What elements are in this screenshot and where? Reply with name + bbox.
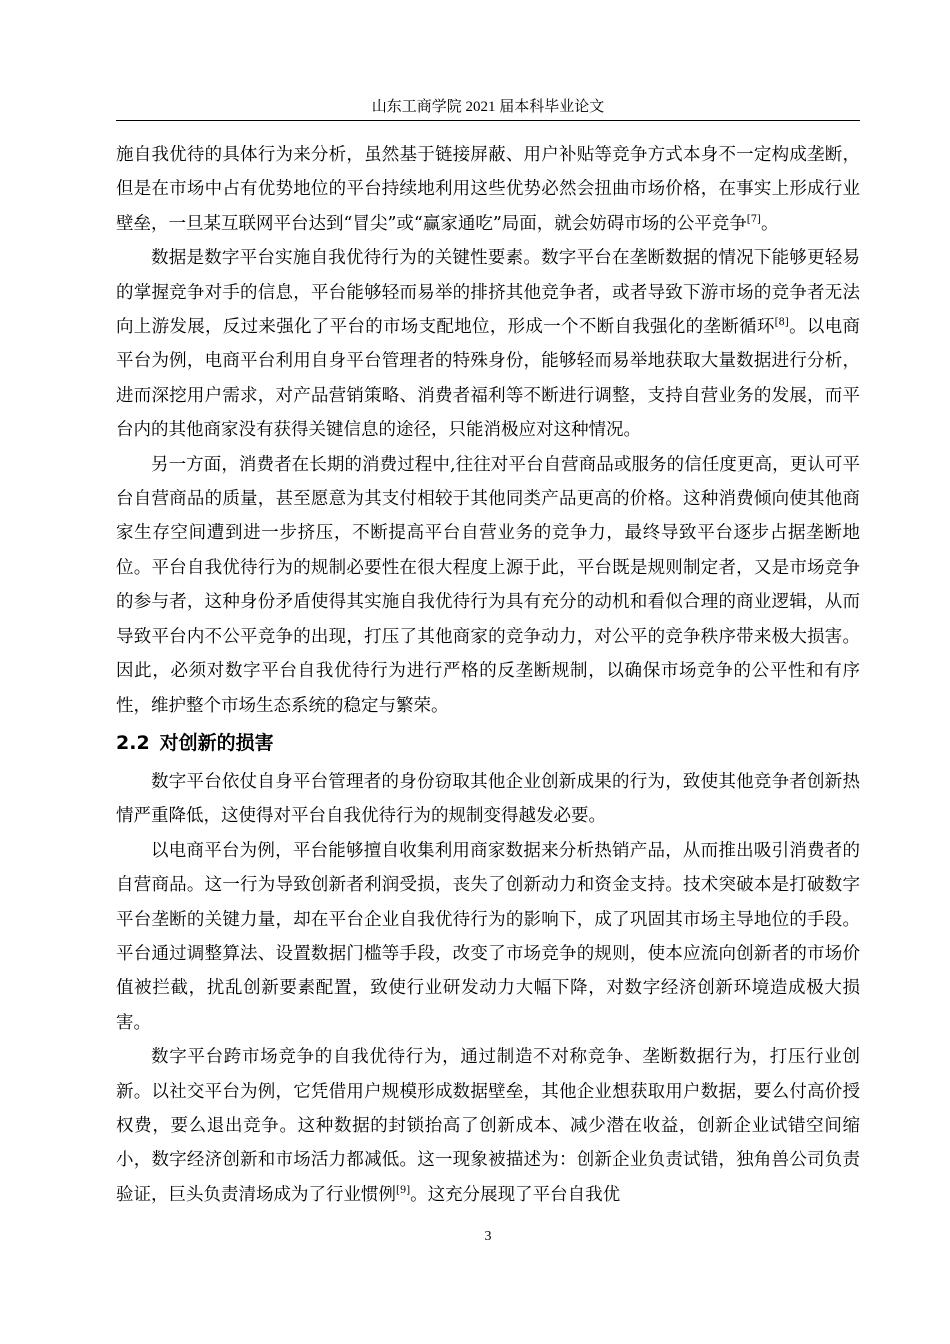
section-number: 2.2: [116, 731, 150, 754]
paragraph-text: 施自我优待的具体行为来分析，虽然基于链接屏蔽、用户补贴等竞争方式本身不一定构成垄断，但是在市场中占有优势地位的平台持续地利用这些优势必然会扭曲市场价格，在事实上形成行业壁垒，一旦某互联网平台达到“冒尖”或“赢家通吃”局面，就会妨碍市场的公平竞争: [116, 145, 860, 234]
citation-ref[interactable]: [9]: [396, 1184, 411, 1196]
section-paragraph-3: [116, 1040, 860, 1212]
paragraph-1: [116, 138, 860, 241]
paragraph-3: [116, 448, 860, 723]
paragraph-tail: 。这充分展现了平台自我优: [410, 1184, 621, 1205]
page-body: [116, 138, 860, 1212]
section-title: 对创新的损害: [159, 731, 274, 754]
page-number: 3: [484, 1229, 492, 1244]
paragraph-text: 数字平台依仗自身平台管理者的身份窃取其他企业创新成果的行为，致使其他竞争者创新热情严重降低，这使得对平台自我优待行为的规制变得越发必要。: [116, 771, 860, 827]
header-rule: [116, 120, 860, 121]
paragraph-tail: 。以电商平台为例，电商平台利用自身平台管理者的特殊身份，能够轻而易举地获取大量数据进行分析，进而深挖用户需求，对产品营销策略、消费者福利等不断进行调整，支持自营业务的发展，而平台内的其他商家没有获得关键信息的途径，只能消极应对这种情况。: [116, 317, 860, 441]
citation-ref[interactable]: [7]: [746, 213, 761, 225]
section-paragraph-1: [116, 765, 860, 834]
citation-ref[interactable]: [8]: [774, 317, 789, 329]
running-header: 山东工商学院 2021 届本科毕业论文: [371, 99, 605, 115]
paragraph-text: 以电商平台为例，平台能够擅自收集利用商家数据来分析热销产品，从而推出吸引消费者的自营商品。这一行为导致创新者利润受损，丧失了创新动力和资金支持。技术突破本是打破数字平台垄断的关键力量，却在平台企业自我优待行为的影响下，成了巩固其市场主导地位的手段。平台通过调整算法、设置数据门槛等手段，改变了市场竞争的规则，使本应流向创新者的市场价值被拦截，扰乱创新要素配置，致使行业研发动力大幅下降，对数字经济创新环境造成极大损害。: [116, 840, 860, 1033]
paragraph-text: 另一方面，消费者在长期的消费过程中,往往对平台自营商品或服务的信任度更高，更认可平台自营商品的质量，甚至愿意为其支付相较于其他同类产品更高的价格。这种消费倾向使其他商家生存空间遭到进一步挤压，不断提高平台自营业务的竞争力，最终导致平台逐步占据垄断地位。平台自我优待行为的规制必要性在很大程度上源于此，平台既是规则制定者，又是市场竞争的参与者，这种身份矛盾使得其实施自我优待行为具有充分的动机和看似合理的商业逻辑，从而导致平台内不公平竞争的出现，打压了其他商家的竞争动力，对公平的竞争秩序带来极大损害。因此，必须对数字平台自我优待行为进行严格的反垄断规制，以确保市场竞争的公平性和有序性，维护整个市场生态系统的稳定与繁荣。: [116, 454, 860, 716]
paragraph-2: [116, 241, 860, 447]
paragraph-tail: 。: [760, 213, 779, 234]
paragraph-text: 数字平台跨市场竞争的自我优待行为，通过制造不对称竞争、垄断数据行为，打压行业创新。以社交平台为例，它凭借用户规模形成数据壁垒，其他企业想获取用户数据，要么付高价授权费，要么退出竞争。这种数据的封锁抬高了创新成本、减少潜在收益，创新企业试错空间缩小，数字经济创新和市场活力都减低。这一现象被描述为：创新企业负责试错，独角兽公司负责验证，巨头负责清场成为了行业惯例: [116, 1047, 860, 1205]
section-paragraph-2: [116, 834, 860, 1040]
paragraph-text: 数据是数字平台实施自我优待行为的关键性要素。数字平台在垄断数据的情况下能够更轻易的掌握竞争对手的信息，平台能够轻而易举的排挤其他竞争者，或者导致下游市场的竞争者无法向上游发展，反过来强化了平台的市场支配地位，形成一个不断自我强化的垄断循环: [116, 248, 860, 338]
section-heading: [116, 725, 860, 761]
